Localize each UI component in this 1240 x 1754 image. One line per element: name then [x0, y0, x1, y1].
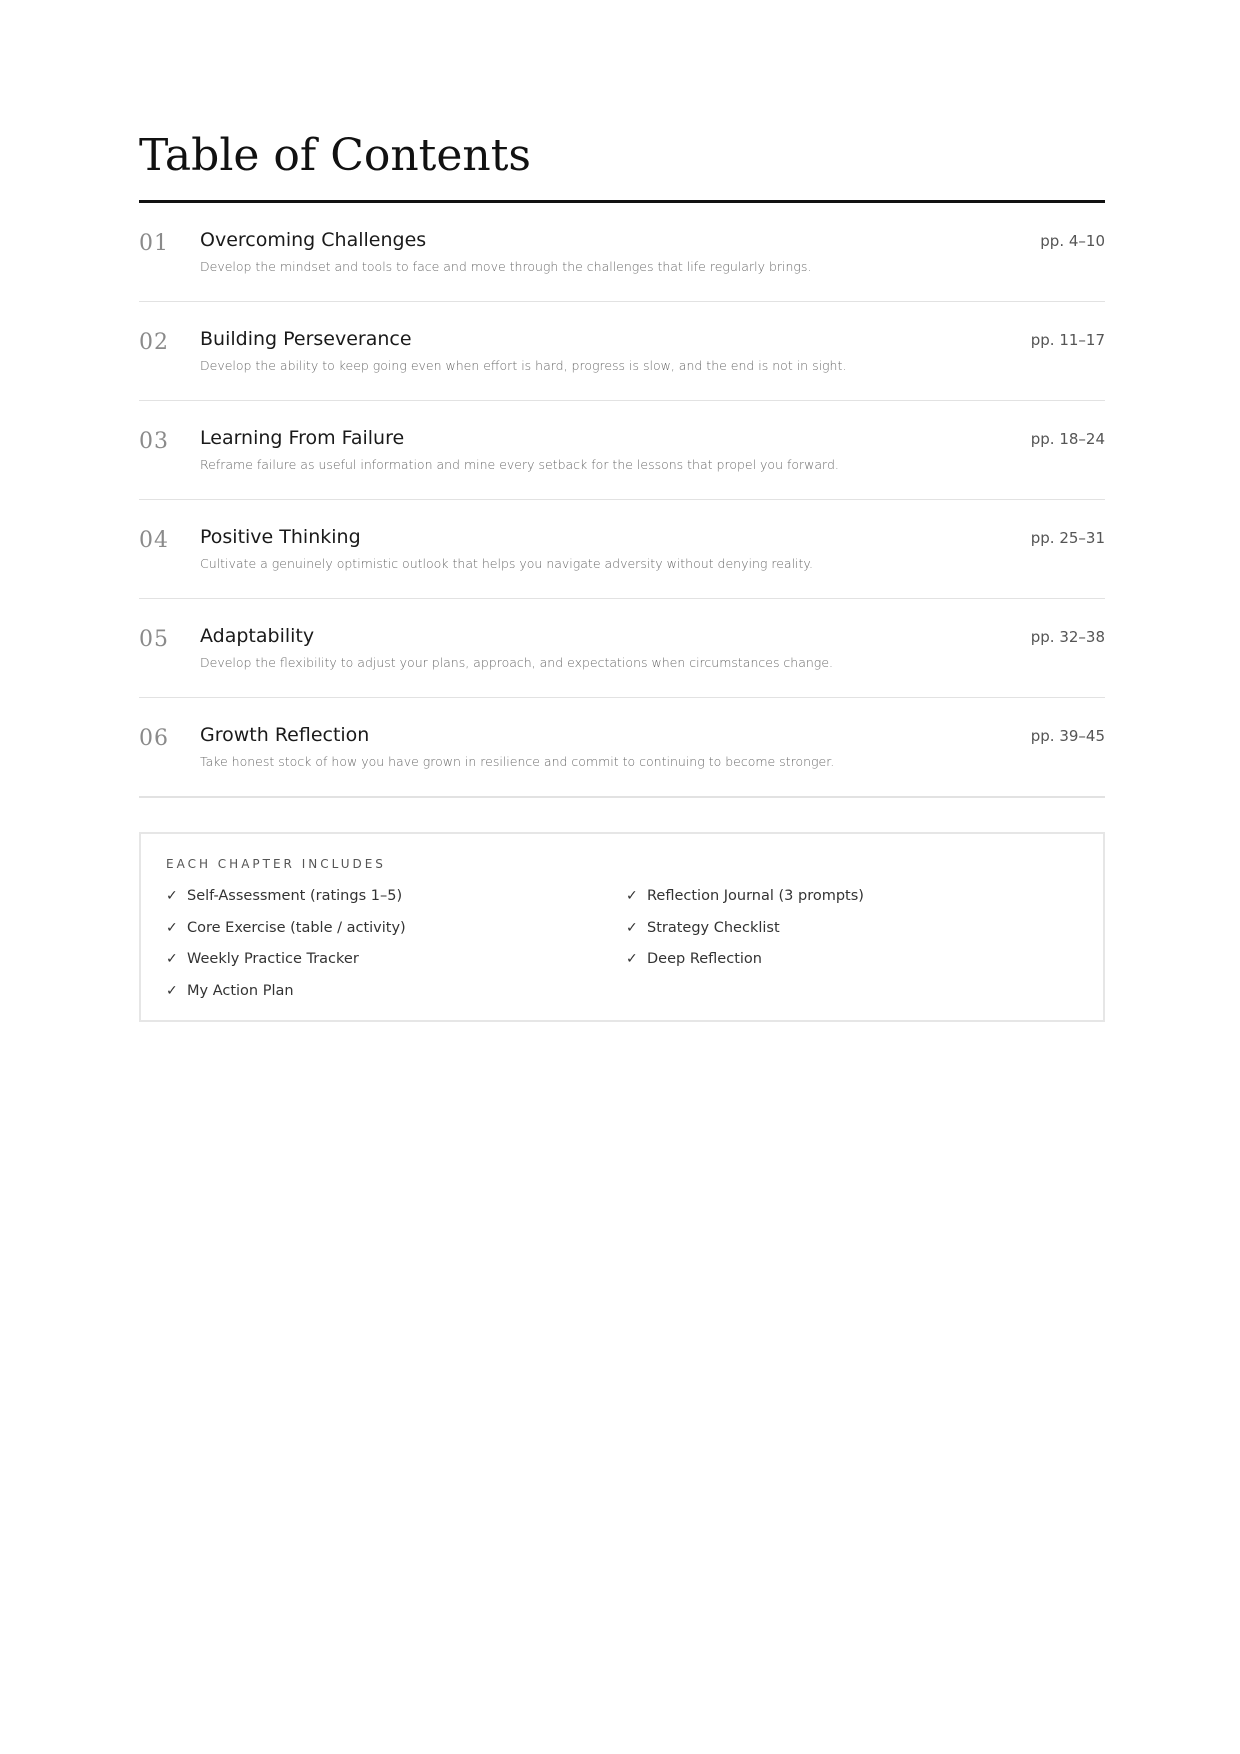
check-icon: ✓ [626, 888, 638, 904]
chapter-number: 05 [139, 627, 169, 652]
chapter-number: 03 [139, 429, 169, 454]
chapter-number: 02 [139, 330, 169, 355]
chapter-entry[interactable] [139, 599, 1105, 698]
chapter-description: Develop the flexibility to adjust your plans, approach, and expectations when circumstances change. [200, 655, 833, 670]
includes-item [166, 920, 406, 952]
includes-item [626, 920, 864, 952]
includes-heading: EACH CHAPTER INCLUDES [166, 857, 386, 871]
chapter-number: 04 [139, 528, 169, 553]
toc-page [139, 128, 1105, 1022]
chapter-title: Overcoming Challenges [200, 229, 427, 251]
chapter-description: Develop the mindset and tools to face and move through the challenges that life regularly brings. [200, 259, 812, 274]
includes-item-label: Weekly Practice Tracker [187, 951, 359, 967]
chapter-includes-box [139, 832, 1105, 1022]
check-icon: ✓ [166, 951, 178, 967]
includes-column-left [166, 888, 406, 1014]
includes-item-label: My Action Plan [187, 982, 294, 999]
chapter-pages: pp. 39–45 [1030, 727, 1105, 745]
chapter-description: Take honest stock of how you have grown in resilience and commit to continuing to become stronger. [200, 754, 835, 769]
chapter-description: Reframe failure as useful information and mine every setback for the lessons that propel you forward. [200, 457, 839, 472]
chapter-number: 01 [139, 231, 169, 256]
includes-item-label: Reflection Journal (3 prompts) [647, 888, 864, 904]
chapter-pages: pp. 32–38 [1030, 628, 1105, 646]
check-icon: ✓ [626, 919, 638, 936]
check-icon: ✓ [166, 919, 178, 936]
chapter-list [139, 203, 1105, 798]
chapter-title: Learning From Failure [200, 427, 405, 449]
chapter-pages: pp. 11–17 [1030, 331, 1105, 349]
includes-item [166, 888, 406, 920]
chapter-entry[interactable] [139, 203, 1105, 302]
check-icon: ✓ [166, 982, 178, 999]
chapter-title: Adaptability [200, 625, 315, 647]
chapter-entry[interactable] [139, 401, 1105, 500]
chapter-description: Cultivate a genuinely optimistic outlook that helps you navigate adversity without denying reality. [200, 556, 814, 571]
chapter-entry[interactable] [139, 302, 1105, 401]
includes-item [166, 951, 406, 983]
chapter-pages: pp. 18–24 [1030, 430, 1105, 448]
chapter-entry[interactable] [139, 698, 1105, 798]
chapter-description: Develop the ability to keep going even when effort is hard, progress is slow, and the end is not in sight. [200, 358, 847, 373]
chapter-title: Positive Thinking [200, 526, 361, 548]
chapter-title: Building Perseverance [200, 328, 412, 350]
includes-item-label: Self-Assessment (ratings 1–5) [187, 888, 403, 904]
page-title: Table of Contents [139, 130, 532, 181]
check-icon: ✓ [166, 888, 178, 904]
includes-item-label: Core Exercise (table / activity) [187, 919, 406, 936]
chapter-number: 06 [139, 726, 169, 751]
includes-item [626, 888, 864, 920]
includes-item [166, 983, 406, 1015]
includes-item-label: Deep Reflection [647, 951, 762, 967]
includes-column-right [626, 888, 864, 983]
chapter-pages: pp. 4–10 [1040, 232, 1105, 250]
includes-item [626, 951, 864, 983]
chapter-pages: pp. 25–31 [1030, 529, 1105, 547]
chapter-title: Growth Reflection [200, 724, 370, 746]
check-icon: ✓ [626, 951, 638, 967]
chapter-entry[interactable] [139, 500, 1105, 599]
includes-item-label: Strategy Checklist [647, 919, 780, 936]
